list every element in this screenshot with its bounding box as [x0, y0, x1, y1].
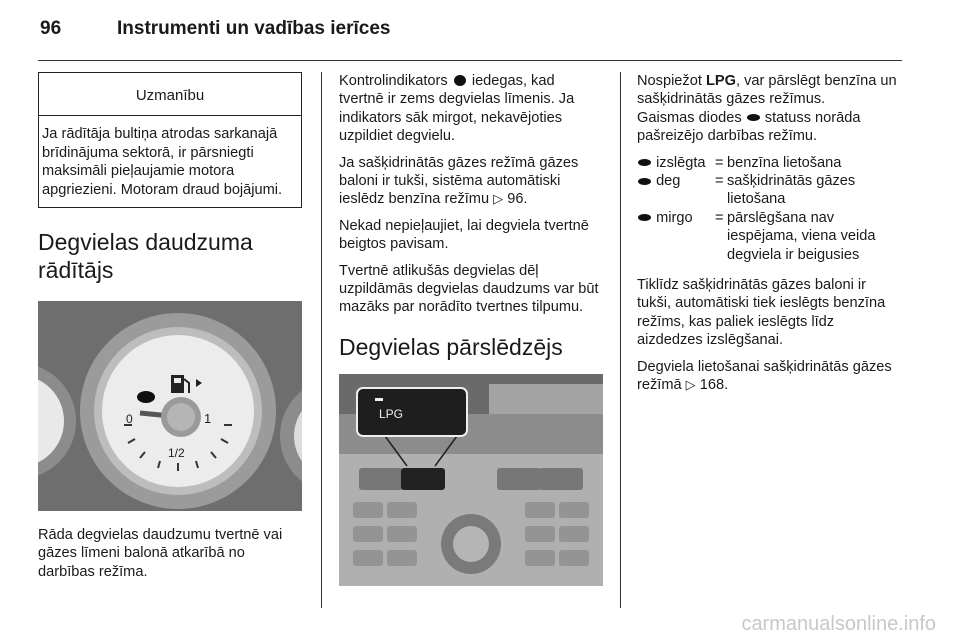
table-row [637, 209, 901, 264]
col3-p2-end: statuss norāda pašreizējo darbības režīmu. [637, 109, 861, 145]
table-state: izslēgta [656, 154, 706, 171]
led-dot-icon [747, 114, 760, 121]
col3-p1-start: Nospiežot [637, 73, 702, 89]
col3-paragraph-4 [637, 358, 901, 395]
led-status-table [637, 154, 901, 264]
arrow-ref-icon: ▷ [685, 377, 696, 393]
fuel-warning-dot-icon [137, 391, 155, 403]
col3-p1-bold: LPG [705, 73, 736, 89]
gauge-label-zero: 0 [126, 412, 133, 427]
fuel-switch-figure [339, 374, 603, 586]
header-rule [38, 60, 902, 61]
table-meaning: benzīna lietošana [727, 154, 842, 171]
led-dot-icon [638, 214, 651, 221]
column-divider-1 [321, 72, 322, 608]
col2-p1-end: iedegas, kad tvertnē ir zems degvielas līmenis. Ja indikators sāk mirgot, nekavējoties uzpildiet degvielu. [339, 73, 575, 145]
gauge-label-one: 1 [204, 411, 212, 427]
table-eq: = [715, 173, 724, 190]
gauge-label-half: 1/2 [168, 446, 185, 461]
lpg-button-zoom [357, 388, 467, 436]
fuel-gauge-heading-line2: rādītājs [38, 257, 114, 284]
table-meaning: sašķidrinātās gāzes lietošana [727, 173, 856, 208]
fuel-gauge-heading [38, 228, 302, 284]
caution-title: Uzmanību [39, 73, 301, 116]
caution-text: Ja rādītāja bultiņa atrodas sarkanajā brīdinājuma sektorā, ir pārsniegti maksimāli pieļaujamie motora apgriezieni. Motoram draud bojājumi. [42, 126, 283, 198]
lpg-button [401, 468, 445, 490]
caution-box [38, 72, 302, 208]
table-meaning: pārslēgšana nav iespējama, viena veida degviela ir beigusies [727, 209, 876, 263]
led-dot-icon [638, 159, 651, 166]
table-eq: = [715, 209, 724, 226]
col2-p2-page-ref: 96. [507, 191, 528, 208]
table-state: deg [656, 173, 681, 190]
col2-paragraph-2 [339, 154, 603, 209]
col2-paragraph-3: Nekad nepieļaujiet, lai degviela tvertnē beigtos pavisam. [339, 217, 589, 253]
col3-p2-start: Gaismas diodes [637, 109, 742, 126]
led-dot-icon [638, 178, 651, 185]
col3-p1-end: , var pārslēgt benzīna un sašķidrinātās gāzes režīmus. [637, 73, 897, 108]
fuel-warning-dot-icon [454, 75, 466, 86]
col3-paragraph-3: Tiklīdz sašķidrinātās gāzes baloni ir tukši, automātiski tiek ieslēgts benzīna režīms, kas paliek ieslēgts līdz aizdedzes izslēgšanai. [637, 277, 886, 349]
col2-paragraph-1 [339, 72, 603, 146]
gauge-caption: Rāda degvielas daudzumu tvertnē vai gāzes līmeni balonā atkarībā no darbības režīma. [38, 527, 283, 580]
table-row [637, 154, 901, 172]
table-state: mirgo [656, 209, 693, 226]
col3-paragraph-1 [637, 72, 901, 109]
column-left [38, 72, 302, 589]
col3-p4-text: Degviela lietošanai sašķidrinātās gāzes režīmā [637, 358, 892, 394]
fuel-gauge-heading-line1: Degvielas daudzuma [38, 229, 253, 256]
column-middle [339, 72, 603, 586]
table-row [637, 172, 901, 209]
arrow-ref-icon: ▷ [493, 191, 504, 207]
led-dot-icon [375, 398, 383, 401]
col2-paragraph-4: Tvertnē atlikušās degvielas dēļ uzpildāmās degvielas daudzums var būt mazāks par norādīto tvertnes tilpumu. [339, 262, 599, 316]
col2-p1-start: Kontrolindikators [339, 73, 448, 89]
fuel-gauge-illustration [38, 301, 302, 511]
fuel-switch-illustration [339, 374, 603, 586]
column-divider-2 [620, 72, 621, 608]
col2-p2-text: Ja sašķidrinātās gāzes režīmā gāzes baloni ir tukši, sistēma automātiski ieslēdz benzīna režīmu [339, 154, 579, 208]
page-number: 96 [40, 18, 62, 39]
column-right [637, 72, 901, 403]
col3-paragraph-2 [637, 109, 901, 146]
footer-watermark: carmanualsonline.info [741, 613, 936, 635]
fuel-switch-heading: Degvielas pārslēdzējs [339, 333, 563, 360]
fuel-gauge-figure [38, 301, 302, 511]
page-title: Instrumenti un vadības ierīces [117, 18, 391, 39]
table-eq: = [715, 154, 724, 171]
col3-p4-page-ref: 168. [699, 377, 729, 394]
lpg-button-label: LPG [379, 406, 404, 421]
